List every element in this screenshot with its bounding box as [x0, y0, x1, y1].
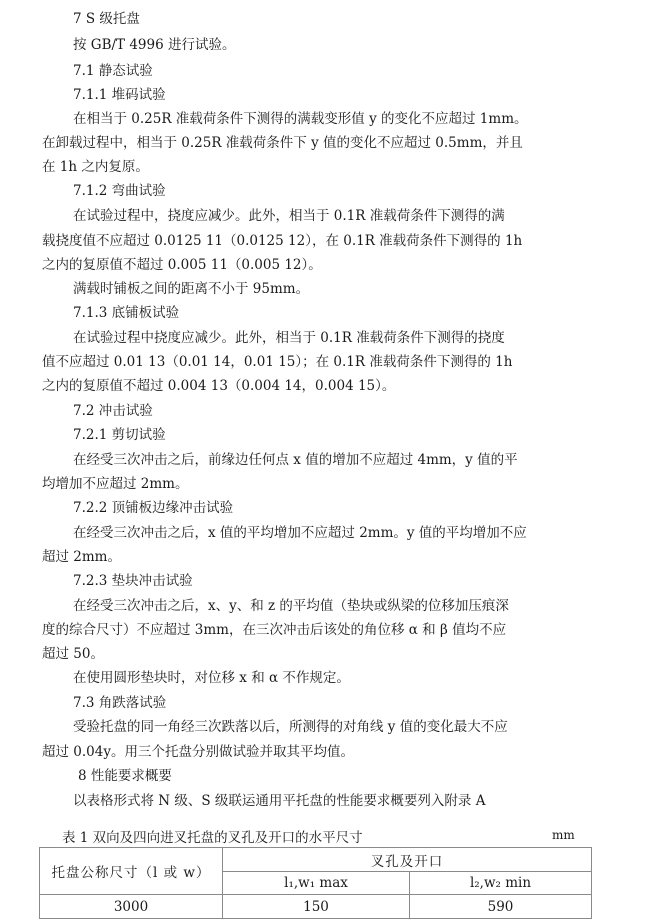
- text-line: 7.2.2 顶铺板边缘冲击试验: [73, 500, 234, 516]
- text-line: 8 性能要求概要: [78, 768, 172, 784]
- text-line: 以表格形式将 N 级、S 级联运通用平托盘的性能要求概要列入附录 A: [73, 793, 486, 809]
- text-line: 7.1 静态试验: [73, 63, 153, 79]
- text-line: 在经受三次冲击之后，x、y、和 z 的平均值（垫块或纵梁的位移加压痕深: [73, 598, 509, 614]
- cell-max: 150: [223, 895, 410, 919]
- text-line: 超过 2mm。: [42, 549, 121, 565]
- text-line: 7 S 级托盘: [73, 11, 140, 27]
- header-nominal-size: 托盘公称尺寸（l 或 w）: [40, 848, 223, 895]
- text-line: 在相当于 0.25R 准载荷条件下测得的满载变形值 y 的变化不应超过 1mm。: [73, 111, 528, 127]
- text-line: 在卸载过程中，相当于 0.25R 准载荷条件下 y 值的变化不应超过 0.5mm，并且: [42, 135, 523, 151]
- text-line: 按 GB/T 4996 进行试验。: [73, 37, 236, 53]
- text-line: 在试验过程中挠度应减少。此外，相当于 0.1R 准载荷条件下测得的挠度: [73, 330, 505, 346]
- text-line: 满载时铺板之间的距离不小于 95mm。: [73, 281, 310, 297]
- text-line: 7.2.3 垫块冲击试验: [73, 573, 193, 589]
- table-caption: 表 1 双向及四向进叉托盘的叉孔及开口的水平尺寸: [62, 830, 363, 846]
- text-line: 7.2 冲击试验: [73, 403, 153, 419]
- table-unit: mm: [552, 828, 575, 842]
- text-line: 值不应超过 0.01 13（0.01 14，0.01 15）；在 0.1R 准载荷条件下测得的 1h: [42, 354, 513, 370]
- text-line: 在使用圆形垫块时，对位移 x 和 α 不作规定。: [73, 670, 350, 686]
- text-line: 在经受三次冲击之后，x 值的平均增加不应超过 2mm。y 值的平均增加不应: [73, 525, 527, 541]
- text-line: 在试验过程中，挠度应减少。此外，相当于 0.1R 准载荷条件下测得的满: [73, 208, 505, 224]
- text-line: 在经受三次冲击之后，前缘边任何点 x 值的增加不应超过 4mm，y 值的平: [73, 452, 518, 468]
- text-line: 超过 0.04y。用三个托盘分别做试验并取其平均值。: [42, 744, 354, 760]
- text-line: 超过 50。: [42, 646, 104, 662]
- header-fork-openings: 叉孔及开口: [223, 848, 592, 872]
- text-line: 度的综合尺寸）不应超过 3mm，在三次冲击后该处的角位移 α 和 β 值均不应: [42, 622, 507, 638]
- text-line: 之内的复原值不超过 0.005 11（0.005 12）。: [42, 257, 322, 273]
- text-line: 受验托盘的同一角经三次跌落以后，所测得的对角线 y 值的变化最大不应: [73, 719, 508, 735]
- text-line: 7.1.1 堆码试验: [73, 87, 166, 103]
- text-line: 7.3 角跌落试验: [73, 695, 167, 711]
- text-line: 载挠度值不应超过 0.0125 11（0.0125 12），在 0.1R 准载荷条件下测得的 1h: [42, 233, 523, 249]
- text-line: 7.1.2 弯曲试验: [73, 183, 166, 199]
- text-line: 7.2.1 剪切试验: [73, 427, 166, 443]
- dimension-table: [39, 847, 592, 919]
- text-line: 7.1.3 底铺板试验: [73, 305, 180, 321]
- text-line: 均增加不应超过 2mm。: [42, 476, 189, 492]
- cell-nominal: 3000: [40, 895, 223, 919]
- subheader-max: l₁,w₁ max: [223, 872, 410, 895]
- text-line: 在 1h 之内复原。: [42, 159, 149, 175]
- table-row: [40, 895, 592, 919]
- cell-min: 590: [410, 895, 592, 919]
- subheader-min: l₂,w₂ min: [410, 872, 592, 895]
- text-line: 之内的复原值不超过 0.004 13（0.004 14，0.004 15）。: [42, 378, 396, 394]
